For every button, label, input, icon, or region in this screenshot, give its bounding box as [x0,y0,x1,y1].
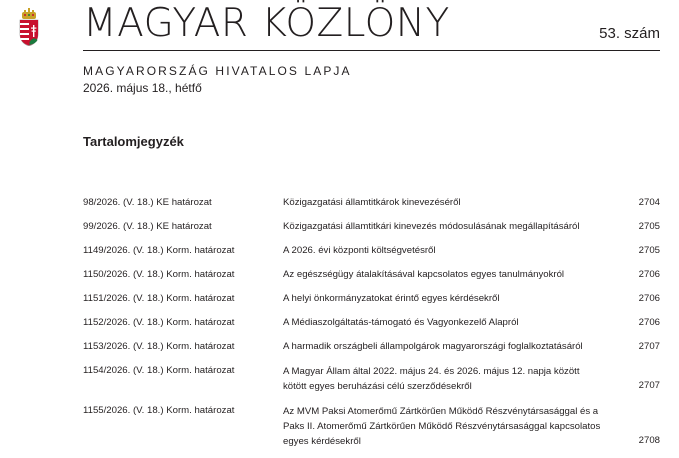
toc-entry-title: A Magyar Állam által 2022. május 24. és 2026. május 12. napja között kötött egyes beruházási célú szerződésekről [283,366,580,392]
table-of-contents [83,196,660,447]
publication-date: 2026. május 18., hétfő [83,81,202,95]
header-divider [83,50,660,51]
toc-entry-ref: 1151/2026. (V. 18.) Korm. határozat [83,293,235,304]
toc-entry-ref: 1152/2026. (V. 18.) Korm. határozat [83,317,235,328]
toc-entry-page: 2707 [638,380,660,391]
toc-entry[interactable] [83,268,660,281]
toc-entry[interactable] [83,220,660,233]
toc-entry-page: 2705 [638,221,660,232]
toc-entry-title: Közigazgatási államtitkári kinevezés módosulásának megállapításáról [283,221,580,232]
toc-entry-ref: 99/2026. (V. 18.) KE határozat [83,221,212,232]
toc-entry-page: 2708 [638,435,660,446]
toc-entry-title: A harmadik országbeli állampolgárok magyarországi foglalkoztatásáról [283,341,583,352]
toc-entry-ref: 1154/2026. (V. 18.) Korm. határozat [83,365,235,376]
toc-heading: Tartalomjegyzék [83,134,184,149]
toc-entry-title: A 2026. évi központi költségvetésről [283,245,436,256]
toc-entry-title: A Médiaszolgáltatás-támogató és Vagyonkezelő Alapról [283,317,519,328]
toc-entry-page: 2704 [638,197,660,208]
toc-entry-page: 2707 [638,341,660,352]
toc-entry[interactable] [83,364,660,392]
toc-entry[interactable] [83,404,660,447]
toc-entry-title: Közigazgatási államtitkárok kinevezéséről [283,197,461,208]
toc-entry-page: 2706 [638,293,660,304]
toc-entry[interactable] [83,292,660,305]
toc-entry-page: 2705 [638,245,660,256]
toc-entry-title: A helyi önkormányzatokat érintő egyes kérdésekről [283,293,500,304]
publication-title: MAGYAR KÖZLÖNY [83,1,450,46]
hungarian-coat-of-arms-icon [19,8,39,46]
toc-entry-title: Az MVM Paksi Atomerőmű Zártkörűen Működő Részvénytársasággal és a Paks II. Atomerőmű Zártkörűen Működő Részvénytársasággal kapcsolatos egyes kérdésekről [283,406,601,447]
toc-entry-page: 2706 [638,317,660,328]
toc-entry[interactable] [83,340,660,353]
toc-entry-ref: 1150/2026. (V. 18.) Korm. határozat [83,269,235,280]
toc-entry-ref: 1149/2026. (V. 18.) Korm. határozat [83,245,235,256]
issue-number: 53. szám [599,25,660,42]
publication-subtitle: MAGYARORSZÁG HIVATALOS LAPJA [83,64,352,78]
toc-entry-ref: 1155/2026. (V. 18.) Korm. határozat [83,405,235,416]
toc-entry[interactable] [83,316,660,329]
toc-entry-ref: 1153/2026. (V. 18.) Korm. határozat [83,341,235,352]
toc-entry[interactable] [83,196,660,209]
toc-entry-page: 2706 [638,269,660,280]
toc-entry[interactable] [83,244,660,257]
toc-entry-title: Az egészségügy átalakításával kapcsolatos egyes tanulmányokról [283,269,565,280]
toc-entry-ref: 98/2026. (V. 18.) KE határozat [83,197,212,208]
